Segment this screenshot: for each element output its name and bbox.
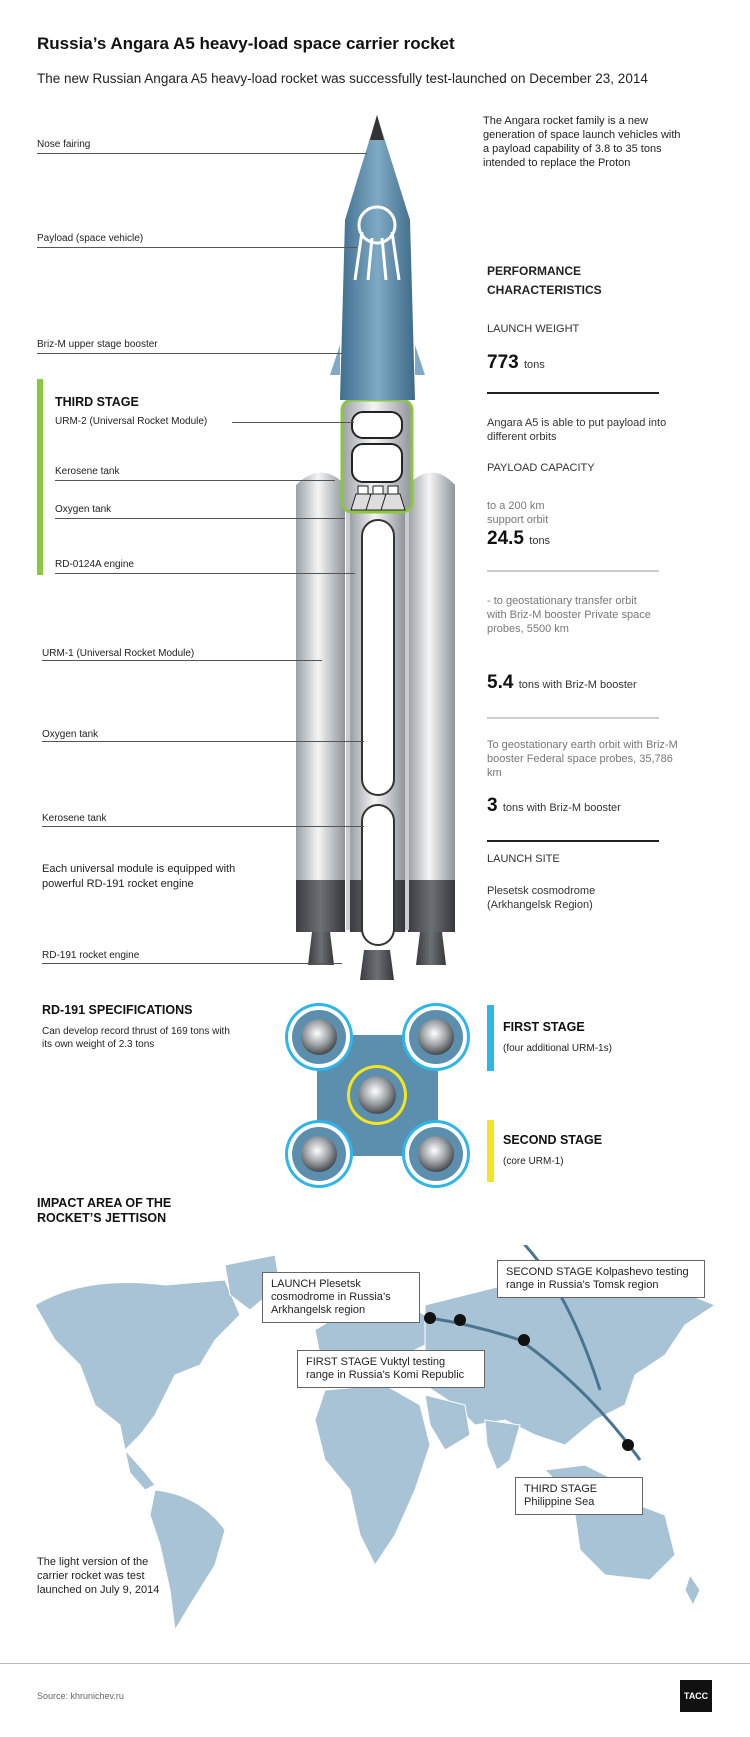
- engine-first-stage-1: [285, 1003, 353, 1071]
- leader-kerosene-2: [42, 826, 364, 827]
- africa: [315, 1385, 430, 1565]
- label-briz: Briz-M upper stage booster: [37, 339, 158, 350]
- divider: [487, 840, 659, 842]
- first-stage-heading: FIRST STAGE: [503, 1020, 585, 1034]
- map-heading: IMPACT AREA OF THE ROCKET’S JETTISON: [37, 1196, 172, 1225]
- leader-rd0124a: [55, 573, 355, 574]
- performance-heading: PERFORMANCE CHARACTERISTICS: [487, 264, 602, 297]
- launch-weight-value: 773: [487, 352, 519, 373]
- orbit3-value: 3: [487, 795, 498, 816]
- rocket-illustration: [0, 100, 470, 980]
- orbit2-text: - to geostationary transfer orbit with Briz-M booster Private space probes, 5500 km: [487, 595, 651, 635]
- leader-urm2: [232, 422, 354, 423]
- intro-text: The Angara rocket family is a new generation of space launch vehicles with a payload capability of 3.8 to 35 tons intended to replace the Proton: [483, 115, 681, 169]
- north-america: [35, 1280, 240, 1450]
- label-payload: Payload (space vehicle): [37, 233, 144, 244]
- new-zealand: [685, 1575, 700, 1605]
- second-stage-heading: SECOND STAGE: [503, 1133, 603, 1147]
- first-stage-bar: [487, 1005, 494, 1071]
- central-america: [125, 1450, 155, 1490]
- callout-first-stage: FIRST STAGE Vuktyl testing range in Russia’s Komi Republic: [297, 1350, 485, 1388]
- rd191-heading: RD-191 SPECIFICATIONS: [42, 1003, 193, 1017]
- third-stage-bar: [37, 379, 43, 575]
- orbit1-unit: tons: [529, 535, 551, 547]
- label-urm2: URM-2 (Universal Rocket Module): [55, 416, 208, 427]
- label-rd0124a: RD-0124A engine: [55, 559, 134, 570]
- launch-weight-unit: tons: [523, 359, 545, 371]
- callout-launch: LAUNCH Plesetsk cosmodrome in Russia’s Arkhangelsk region: [262, 1272, 420, 1323]
- page-title: Russia’s Angara A5 heavy-load space carrier rocket: [37, 34, 455, 53]
- right-booster: [408, 473, 455, 966]
- divider: [487, 570, 659, 572]
- leader-urm1: [42, 660, 322, 661]
- label-urm1: URM-1 (Universal Rocket Module): [42, 648, 195, 659]
- orbit1-value: 24.5: [487, 528, 524, 549]
- leader-oxygen-2: [42, 741, 364, 742]
- divider: [487, 392, 659, 394]
- engine-first-stage-3: [285, 1120, 353, 1188]
- second-stage-sub: (core URM-1): [503, 1156, 564, 1167]
- engine-cluster: [285, 1003, 470, 1188]
- divider: [487, 717, 659, 719]
- callout-second-stage: SECOND STAGE Kolpashevo testing range in Russia’s Tomsk region: [497, 1260, 705, 1298]
- orbit2: [487, 672, 637, 694]
- nose-fairing: [330, 115, 425, 400]
- orbit3-unit: tons with Briz-M booster: [502, 802, 621, 814]
- label-oxygen-tank-2: Oxygen tank: [42, 729, 99, 740]
- launch-site-label: LAUNCH SITE: [487, 853, 560, 865]
- orbit2-unit: tons with Briz-M booster: [518, 679, 637, 691]
- orbit3-text: To geostationary earth orbit with Briz-M booster Federal space probes, 35,786 km: [487, 739, 678, 779]
- engine-first-stage-4: [402, 1120, 470, 1188]
- label-kerosene-tank-1: Kerosene tank: [55, 466, 120, 477]
- orbit2-value: 5.4: [487, 672, 514, 693]
- first-stage-sub: (four additional URM-1s): [503, 1043, 612, 1054]
- callout-third-stage: THIRD STAGE Philippine Sea: [515, 1477, 643, 1515]
- orbit3: [487, 795, 621, 817]
- leader-kerosene-1: [55, 480, 335, 481]
- second-stage-bar: [487, 1120, 494, 1182]
- leader-oxygen-1: [55, 518, 345, 519]
- launch-weight-label: LAUNCH WEIGHT: [487, 323, 580, 335]
- core-stage: [350, 460, 405, 980]
- payload-capacity-label: PAYLOAD CAPACITY: [487, 462, 595, 474]
- left-booster: [296, 473, 345, 966]
- footer-divider: [0, 1663, 750, 1664]
- leader-briz: [37, 353, 342, 354]
- third-stage-heading: THIRD STAGE: [55, 395, 139, 409]
- label-oxygen-tank-1: Oxygen tank: [55, 504, 112, 515]
- engine-first-stage-2: [402, 1003, 470, 1071]
- source-text: Source: khrunichev.ru: [37, 1691, 124, 1701]
- leader-rd191: [42, 963, 342, 964]
- light-version-note: The light version of the carrier rocket was test launched on July 9, 2014: [37, 1556, 160, 1596]
- third-stage-module: [342, 400, 412, 512]
- label-kerosene-tank-2: Kerosene tank: [42, 813, 107, 824]
- page-subtitle: The new Russian Angara A5 heavy-load rocket was successfully test-launched on December 23, 2014: [37, 71, 648, 86]
- leader-nose: [37, 153, 367, 154]
- engine-second-stage: [341, 1059, 413, 1131]
- label-nose-fairing: Nose fairing: [37, 139, 91, 150]
- launch-site-value: Plesetsk cosmodrome (Arkhangelsk Region): [487, 885, 596, 911]
- launch-weight: [487, 352, 545, 374]
- orbits-text: Angara A5 is able to put payload into different orbits: [487, 417, 667, 443]
- label-rd191: RD-191 rocket engine: [42, 950, 140, 961]
- india: [485, 1420, 520, 1470]
- rd191-text: Can develop record thrust of 169 tons with its own weight of 2.3 tons: [42, 1026, 230, 1050]
- orbit1: [487, 528, 550, 550]
- leader-payload: [37, 247, 357, 248]
- orbit1-text: to a 200 km support orbit: [487, 500, 549, 526]
- label-each-module: Each universal module is equipped with powerful RD-191 rocket engine: [42, 863, 236, 890]
- tass-logo: ТАСС: [680, 1680, 712, 1712]
